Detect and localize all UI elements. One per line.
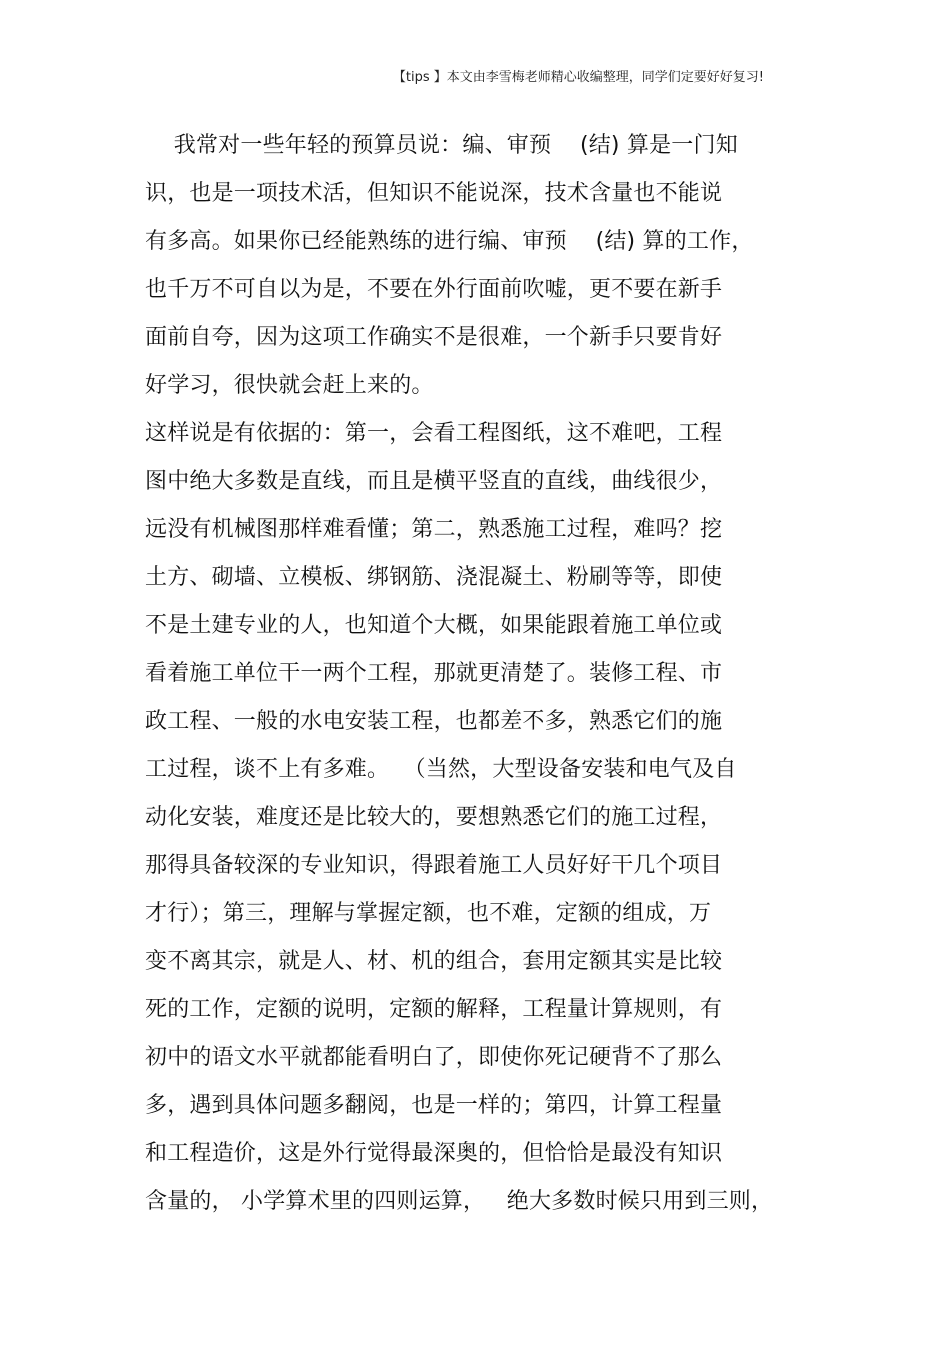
document-body bbox=[145, 126, 805, 1230]
text-line: 远没有机械图那样难看懂；第二，熟悉施工过程，难吗？挖 bbox=[145, 517, 723, 542]
text-line: 初中的语文水平就都能看明白了，即使你死记硬背不了那么 bbox=[145, 1045, 723, 1070]
text-line: 和工程造价，这是外行觉得最深奥的，但恰恰是最没有知识 bbox=[145, 1141, 723, 1166]
text-line: 含量的， 小学算术里的四则运算， 绝大多数时候只用到三则， bbox=[145, 1189, 774, 1214]
text-line: 土方、砌墙、立模板、绑钢筋、浇混凝土、粉刷等等，即使 bbox=[145, 565, 723, 590]
text-line: 动化安装，难度还是比较大的，要想熟悉它们的施工过程， bbox=[145, 805, 723, 830]
text-line: 有多高。如果你已经能熟练的进行编、审预 (结) 算的工作， bbox=[145, 229, 754, 254]
text-line: 不是土建专业的人，也知道个大概，如果能跟着施工单位或 bbox=[145, 613, 723, 638]
text-line: 我常对一些年轻的预算员说：编、审预 (结) 算是一门知 bbox=[145, 133, 738, 158]
text-line: 死的工作，定额的说明，定额的解释，工程量计算规则，有 bbox=[145, 997, 723, 1022]
text-line: 政工程、一般的水电安装工程，也都差不多，熟悉它们的施 bbox=[145, 709, 723, 734]
text-line: 面前自夸，因为这项工作确实不是很难，一个新手只要肯好 bbox=[145, 325, 723, 350]
text-line: 看着施工单位干一两个工程，那就更清楚了。装修工程、市 bbox=[145, 661, 723, 686]
text-line: 工过程，谈不上有多难。 （当然，大型设备安装和电气及自 bbox=[145, 757, 737, 782]
text-line: 变不离其宗，就是人、材、机的组合，套用定额其实是比较 bbox=[145, 949, 723, 974]
text-line: 也千万不可自以为是，不要在外行面前吹嘘，更不要在新手 bbox=[145, 277, 723, 302]
text-line: 这样说是有依据的：第一，会看工程图纸，这不难吧，工程 bbox=[145, 421, 723, 446]
text-line: 那得具备较深的专业知识，得跟着施工人员好好干几个项目 bbox=[145, 853, 723, 878]
text-line: 图中绝大多数是直线，而且是横平竖直的直线，曲线很少， bbox=[145, 469, 723, 494]
text-line: 多，遇到具体问题多翻阅，也是一样的；第四，计算工程量 bbox=[145, 1093, 723, 1118]
text-line: 识，也是一项技术活，但知识不能说深，技术含量也不能说 bbox=[145, 181, 723, 206]
header-tips-note: 【tips 】本文由李雪梅老师精心收编整理，同学们定要好好复习! bbox=[392, 70, 764, 85]
text-line: 好学习，很快就会赶上来的。 bbox=[145, 373, 434, 398]
text-line: 才行）；第三，理解与掌握定额，也不难，定额的组成，万 bbox=[145, 901, 712, 926]
